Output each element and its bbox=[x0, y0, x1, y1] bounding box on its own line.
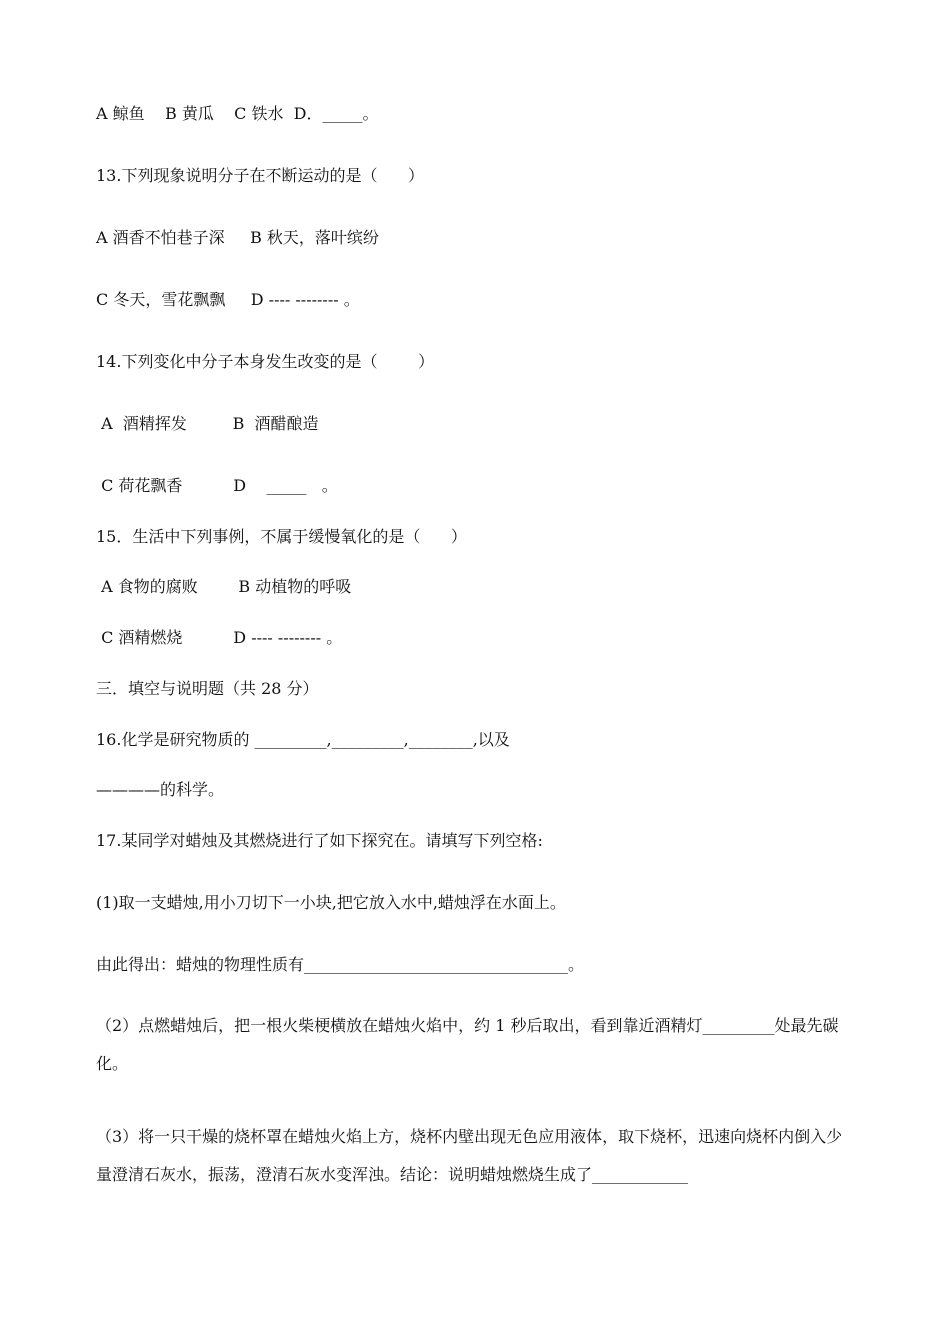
q16-continuation: ————的科学。 bbox=[96, 780, 225, 799]
q14-options-ab: A 酒精挥发 B 酒醋酿造 bbox=[96, 414, 319, 433]
q17-part3: （3）将一只干燥的烧杯罩在蜡烛火焰上方，烧杯内壁出现无色应用液体，取下烧杯，迅速向烧杯内倒入少量澄清石灰水，振荡，澄清石灰水变浑浊。结论：说明蜡烛燃烧生成了____________ bbox=[96, 1127, 843, 1184]
q17-part1-conclusion: 由此得出：蜡烛的物理性质有_________________________________。 bbox=[96, 955, 585, 974]
q13-options-cd: C 冬天，雪花飘飘 D ---- -------- 。 bbox=[96, 290, 360, 309]
q17-stem: 17.某同学对蜡烛及其燃烧进行了如下探究在。请填写下列空格: bbox=[96, 831, 543, 850]
q14-options-cd: C 荷花飘香 D _____ 。 bbox=[96, 476, 338, 495]
q17-part2: （2）点燃蜡烛后，把一根火柴梗横放在蜡烛火焰中，约 1 秒后取出，看到靠近酒精灯_________处最先碳化。 bbox=[96, 1016, 839, 1073]
q13-options-ab: A 酒香不怕巷子深 B 秋天，落叶缤纷 bbox=[96, 228, 379, 247]
q16-stem: 16.化学是研究物质的 _________,_________,________,以及 bbox=[96, 730, 510, 749]
q17-part1: (1)取一支蜡烛,用小刀切下一小块,把它放入水中,蜡烛浮在水面上。 bbox=[96, 893, 566, 912]
section-three-heading: 三．填空与说明题（共 28 分） bbox=[96, 679, 319, 698]
q15-stem: 15．生活中下列事例，不属于缓慢氧化的是（ ） bbox=[96, 527, 467, 546]
q15-options-ab: A 食物的腐败 B 动植物的呼吸 bbox=[96, 577, 352, 596]
q12-options: A 鲸鱼 B 黄瓜 C 铁水 D．_____。 bbox=[96, 104, 379, 123]
q14-stem: 14.下列变化中分子本身发生改变的是（ ） bbox=[96, 352, 435, 371]
q15-options-cd: C 酒精燃烧 D ---- -------- 。 bbox=[96, 628, 343, 647]
q13-stem: 13.下列现象说明分子在不断运动的是（ ） bbox=[96, 166, 424, 185]
